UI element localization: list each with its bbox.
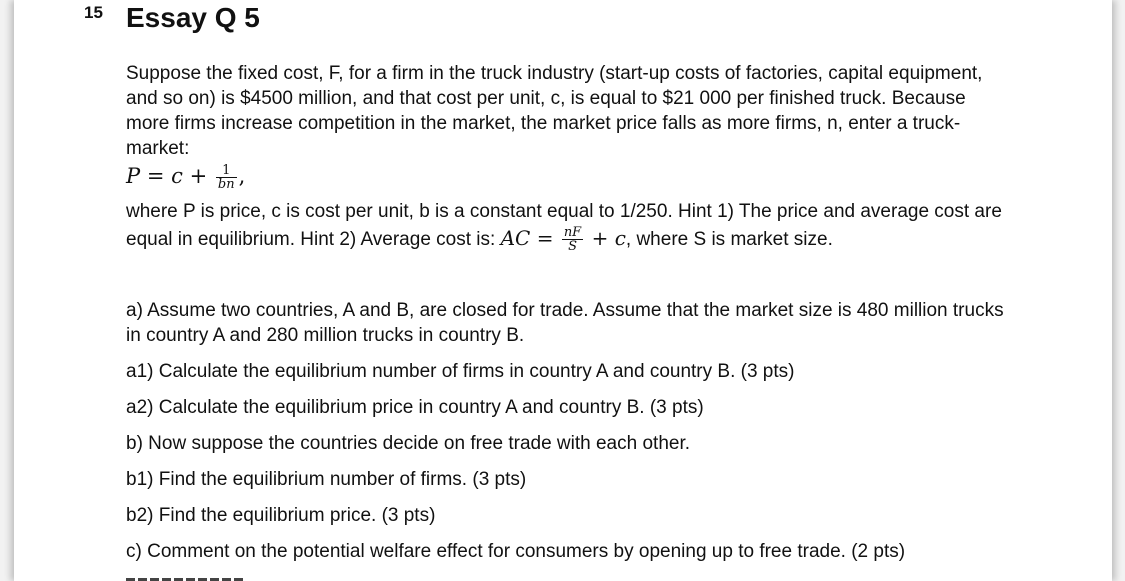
- plus-sign: +: [189, 164, 208, 188]
- part-c: c) Comment on the potential welfare effect for consumers by opening up to free trade. (2 pts): [126, 541, 906, 562]
- part-a1: a1) Calculate the equilibrium number of firms in country A and country B. (3 pts): [126, 361, 795, 382]
- part-b2: b2) Find the equilibrium price. (3 pts): [126, 505, 436, 526]
- part-a2: a2) Calculate the equilibrium price in country A and country B. (3 pts): [126, 397, 704, 418]
- ac-cost-symbol: c: [614, 226, 626, 250]
- question-intro: Suppose the fixed cost, F, for a firm in the truck industry (start-up costs of factories, capital equipment, and so on) is $4500 million, and that cost per unit, c, is equal to $21 000 per finished truck. Because more firms increase competition in the market, the market price falls as more firms, n, enter a truck-market:: [126, 63, 983, 159]
- price-formula: [126, 161, 245, 191]
- average-cost-formula: [500, 225, 626, 254]
- definitions-paragraph: [126, 199, 1016, 253]
- part-a-intro: a) Assume two countries, A and B, are closed for trade. Assume that the market size is 480 million trucks in country A and 280 million trucks in country B.: [126, 300, 1004, 346]
- cost-symbol: c: [171, 164, 183, 188]
- fraction-denominator: bn: [217, 177, 235, 192]
- market-size-text: , where S is market size.: [625, 229, 833, 250]
- price-symbol: P: [126, 164, 141, 188]
- formula-comma: ,: [238, 164, 246, 188]
- part-b1: b1) Find the equilibrium number of firms. (3 pts): [126, 469, 527, 490]
- ac-fraction-denominator: S: [568, 239, 577, 254]
- definitions-text: where P is price, c is cost per unit, b is a constant equal to 1/250. Hint 1) The price and average cost are equal in equilibrium. Hint 2) Average cost is:: [126, 201, 1002, 250]
- question-number: 15: [84, 3, 103, 22]
- fraction-numerator: 1: [216, 164, 237, 178]
- ac-symbol: AC: [500, 226, 531, 250]
- price-fraction: [216, 164, 237, 191]
- part-b-intro: b) Now suppose the countries decide on free trade with each other.: [126, 433, 691, 454]
- ac-fraction: [562, 226, 583, 253]
- ac-plus-sign: +: [591, 226, 609, 250]
- cut-off-text-line: [126, 576, 326, 581]
- exam-page: [14, 0, 1112, 581]
- ac-fraction-numerator: nF: [563, 225, 582, 240]
- ac-equals-sign: =: [536, 226, 554, 250]
- equals-sign: =: [146, 164, 165, 188]
- question-title: Essay Q 5: [126, 2, 260, 33]
